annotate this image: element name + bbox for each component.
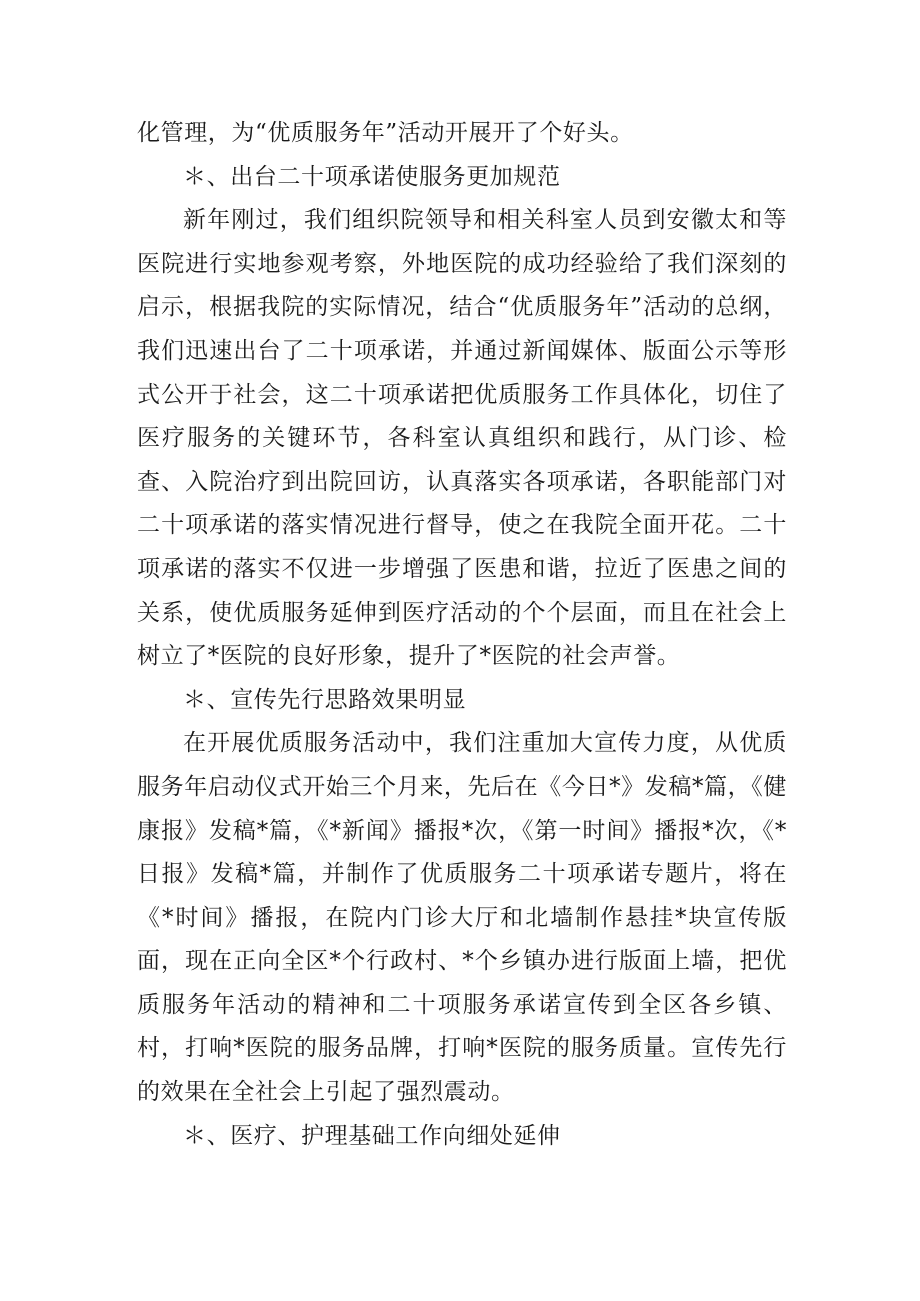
section-heading-publicity: ＊、宣传先行思路效果明显: [183, 686, 467, 713]
section-heading-medical-nursing: ＊、医疗、护理基础工作向细处延伸: [183, 1122, 561, 1149]
paragraph-continuation: 化管理，为“优质服务年”活动开展开了个好头。: [137, 120, 634, 146]
section-heading-commitments: ＊、出台二十项承诺使服务更加规范: [183, 163, 561, 190]
document-body: [137, 112, 787, 1158]
paragraph-publicity: 在开展优质服务活动中，我们注重加大宣传力度，从优质服务年启动仪式开始三个月来，先后在《今日*》发稿*篇，《健康报》发稿*篇，《*新闻》播报*次，《第一时间》播报*次，《*日报》发稿*篇，并制作了优质服务二十项承诺专题片，将在《*时间》播报，在院内门诊大厅和北墙制作悬挂*块宣传版面，现在正向全区*个行政村、*个乡镇办进行版面上墙，把优质服务年活动的精神和二十项服务承诺宣传到全区各乡镇、村，打响*医院的服务品牌，打响*医院的服务质量。宣传先行的效果在全社会上引起了强烈震动。: [137, 730, 787, 1106]
paragraph-commitments: 新年刚过，我们组织院领导和相关科室人员到安徽太和等医院进行实地参观考察，外地医院的成功经验给了我们深刻的启示，根据我院的实际情况，结合“优质服务年”活动的总纲，我们迅速出台了二十项承诺，并通过新闻媒体、版面公示等形式公开于社会，这二十项承诺把优质服务工作具体化，切住了医疗服务的关键环节，各科室认真组织和践行，从门诊、检查、入院治疗到出院回访，认真落实各项承诺，各职能部门对二十项承诺的落实情况进行督导，使之在我院全面开花。二十项承诺的落实不仅进一步增强了医患和谐，拉近了医患之间的关系，使优质服务延伸到医疗活动的个个层面，而且在社会上树立了*医院的良好形象，提升了*医院的社会声誉。: [137, 207, 787, 670]
